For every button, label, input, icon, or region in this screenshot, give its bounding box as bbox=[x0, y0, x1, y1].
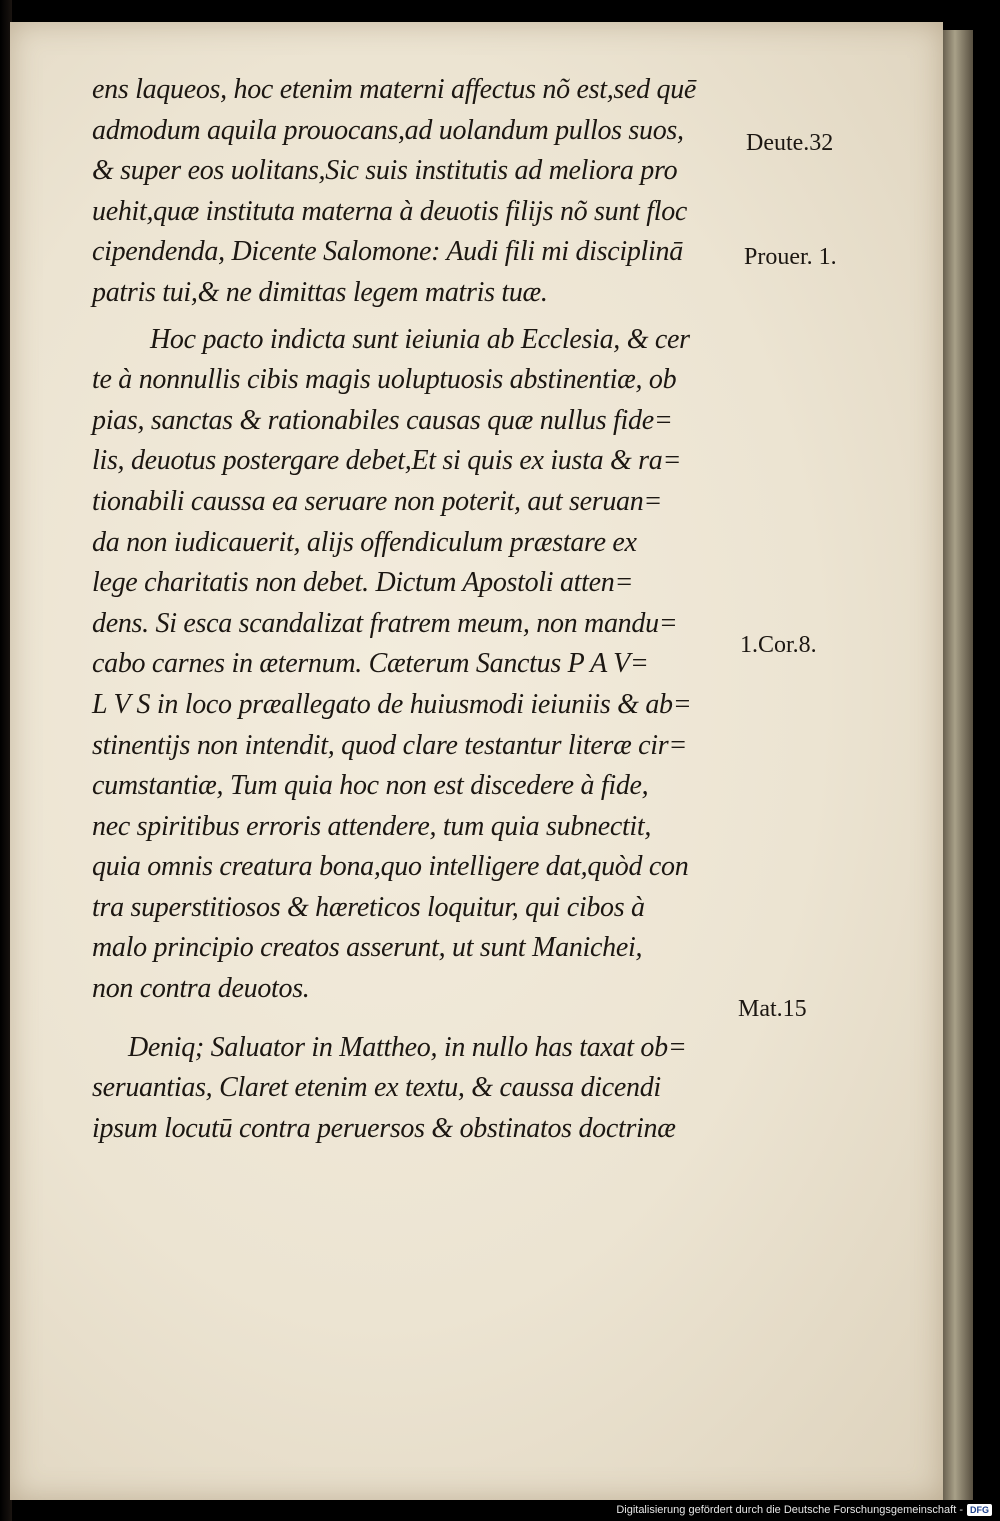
text-line: tionabili caussa ea seruare non poterit, aut seruan= bbox=[92, 485, 663, 517]
margin-note-cor: 1.Cor.8. bbox=[740, 632, 817, 658]
text-line: lege charitatis non debet. Dictum Apostoli atten= bbox=[92, 567, 634, 599]
text-line: patris tui,& ne dimittas legem matris tuæ. bbox=[92, 276, 548, 308]
text-line: L V S in loco præallegato de huiusmodi ieiuniis & ab= bbox=[92, 688, 692, 720]
body-text bbox=[92, 70, 742, 1149]
text-line: & super eos uolitans,Sic suis institutis ad meliora pro bbox=[92, 155, 678, 187]
text-line: pias, sanctas & rationabiles causas quæ nullus fide= bbox=[92, 404, 673, 436]
text-line: lis, deuotus postergare debet,Et si quis ex iusta & ra= bbox=[92, 445, 682, 477]
text-line: quia omnis creatura bona,quo intelligere dat,quòd con bbox=[92, 851, 689, 883]
text-line: cipendenda, Dicente Salomone: Audi fili mi disciplinā bbox=[92, 236, 683, 268]
text-line: admodum aquila prouocans,ad uolandum pullos suos, bbox=[92, 114, 684, 146]
text-line: ens laqueos, hoc etenim materni affectus nõ est,sed quē bbox=[92, 74, 697, 105]
text-line: te à nonnullis cibis magis uoluptuosis abstinentiæ, ob bbox=[92, 364, 677, 396]
text-line: da non iudicauerit, alijs offendiculum præstare ex bbox=[92, 526, 637, 558]
text-line: uehit,quæ instituta materna à deuotis filijs nõ sunt floc bbox=[92, 195, 688, 227]
margin-note-prouer: Prouer. 1. bbox=[744, 244, 837, 270]
digitization-footer bbox=[616, 1502, 992, 1517]
margin-note-mat: Mat.15 bbox=[738, 996, 807, 1022]
text-line: ipsum locutū contra peruersos & obstinatos doctrinæ bbox=[92, 1112, 676, 1144]
text-line: nec spiritibus erroris attendere, tum quia subnectit, bbox=[92, 810, 652, 842]
text-line: cabo carnes in æternum. Cæterum Sanctus P A V= bbox=[92, 648, 649, 680]
text-line: malo principio creatos asserunt, ut sunt Manichei, bbox=[92, 932, 643, 964]
text-line: dens. Si esca scandalizat fratrem meum, non mandu= bbox=[92, 607, 678, 639]
footer-text: Digitalisierung gefördert durch die Deutsche Forschungsgemeinschaft - bbox=[616, 1503, 963, 1516]
text-line: cumstantiæ, Tum quia hoc non est discedere à fide, bbox=[92, 770, 649, 802]
paragraph-start-line: Deniq; Saluator in Mattheo, in nullo has taxat ob= bbox=[128, 1031, 687, 1063]
margin-note-deute: Deute.32 bbox=[746, 130, 834, 156]
text-line: seruantias, Claret etenim ex textu, & caussa dicendi bbox=[92, 1072, 661, 1104]
dfg-logo: DFG bbox=[967, 1504, 992, 1516]
text-line: stinentijs non intendit, quod clare testantur literæ cir= bbox=[92, 729, 687, 761]
page-edge bbox=[943, 30, 973, 1500]
paragraph-start-line: Hoc pacto indicta sunt ieiunia ab Ecclesia, & cer bbox=[150, 323, 690, 355]
text-line: non contra deuotos. bbox=[92, 973, 310, 1005]
text-line: tra superstitiosos & hæreticos loquitur, qui cibos à bbox=[92, 891, 645, 923]
